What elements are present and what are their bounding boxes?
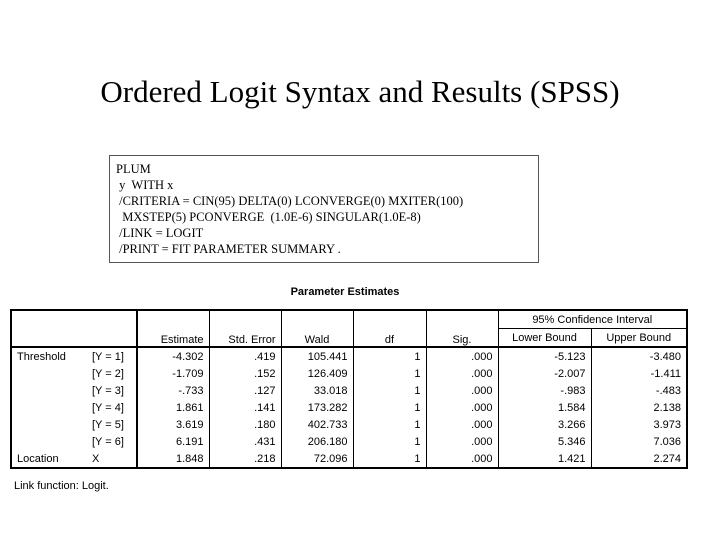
header-row-1 — [11, 310, 687, 329]
table-title: Parameter Estimates — [290, 286, 400, 298]
row-group: Threshold — [17, 350, 66, 363]
syntax-box — [109, 155, 539, 263]
syntax-line: MXSTEP(5) PCONVERGE (1.0E-6) SINGULAR(1.0E-8) — [116, 210, 421, 224]
slide-title: Ordered Logit Syntax and Results (SPSS) — [100, 74, 620, 109]
syntax-line: /CRITERIA = CIN(95) DELTA(0) LCONVERGE(0) MXITER(100) — [116, 194, 464, 208]
table-footnote: Link function: Logit. — [14, 480, 109, 492]
table-row: [Y = 5] 3.619 .180 402.733 1 .000 3.266 3.973 — [11, 416, 687, 433]
table-row: [Y = 3] -.733 .127 33.018 1 .000 -.983 -.483 — [11, 382, 687, 399]
syntax-line: /PRINT = FIT PARAMETER SUMMARY . — [116, 242, 341, 256]
col-header-ci: 95% Confidence Interval — [498, 310, 687, 329]
row-param: [Y = 1] — [92, 350, 124, 363]
syntax-line: y WITH x — [116, 178, 174, 192]
col-header-sig: Sig. — [426, 310, 498, 347]
syntax-line: /LINK = LOGIT — [116, 226, 204, 240]
table-row: [Y = 6] 6.191 .431 206.180 1 .000 5.346 7.036 — [11, 433, 687, 450]
col-header-lower-bound: Lower Bound — [498, 329, 591, 348]
col-header-estimate: Estimate — [137, 310, 209, 347]
table-row: Threshold [Y = 1] -4.302 .419 105.441 1 .000 -5.123 -3.480 — [11, 347, 687, 365]
col-header-df: df — [353, 310, 426, 347]
table-row: [Y = 2] -1.709 .152 126.409 1 .000 -2.007 -1.411 — [11, 365, 687, 382]
col-header-std-error: Std. Error — [209, 310, 281, 347]
table-row: [Y = 4] 1.861 .141 173.282 1 .000 1.584 2.138 — [11, 399, 687, 416]
col-header-upper-bound: Upper Bound — [591, 329, 687, 348]
parameter-estimates-table — [10, 309, 688, 469]
table-row: Location X 1.848 .218 72.096 1 .000 1.421 2.274 — [11, 450, 687, 468]
col-header-wald: Wald — [281, 310, 353, 347]
syntax-line: PLUM — [116, 162, 151, 176]
